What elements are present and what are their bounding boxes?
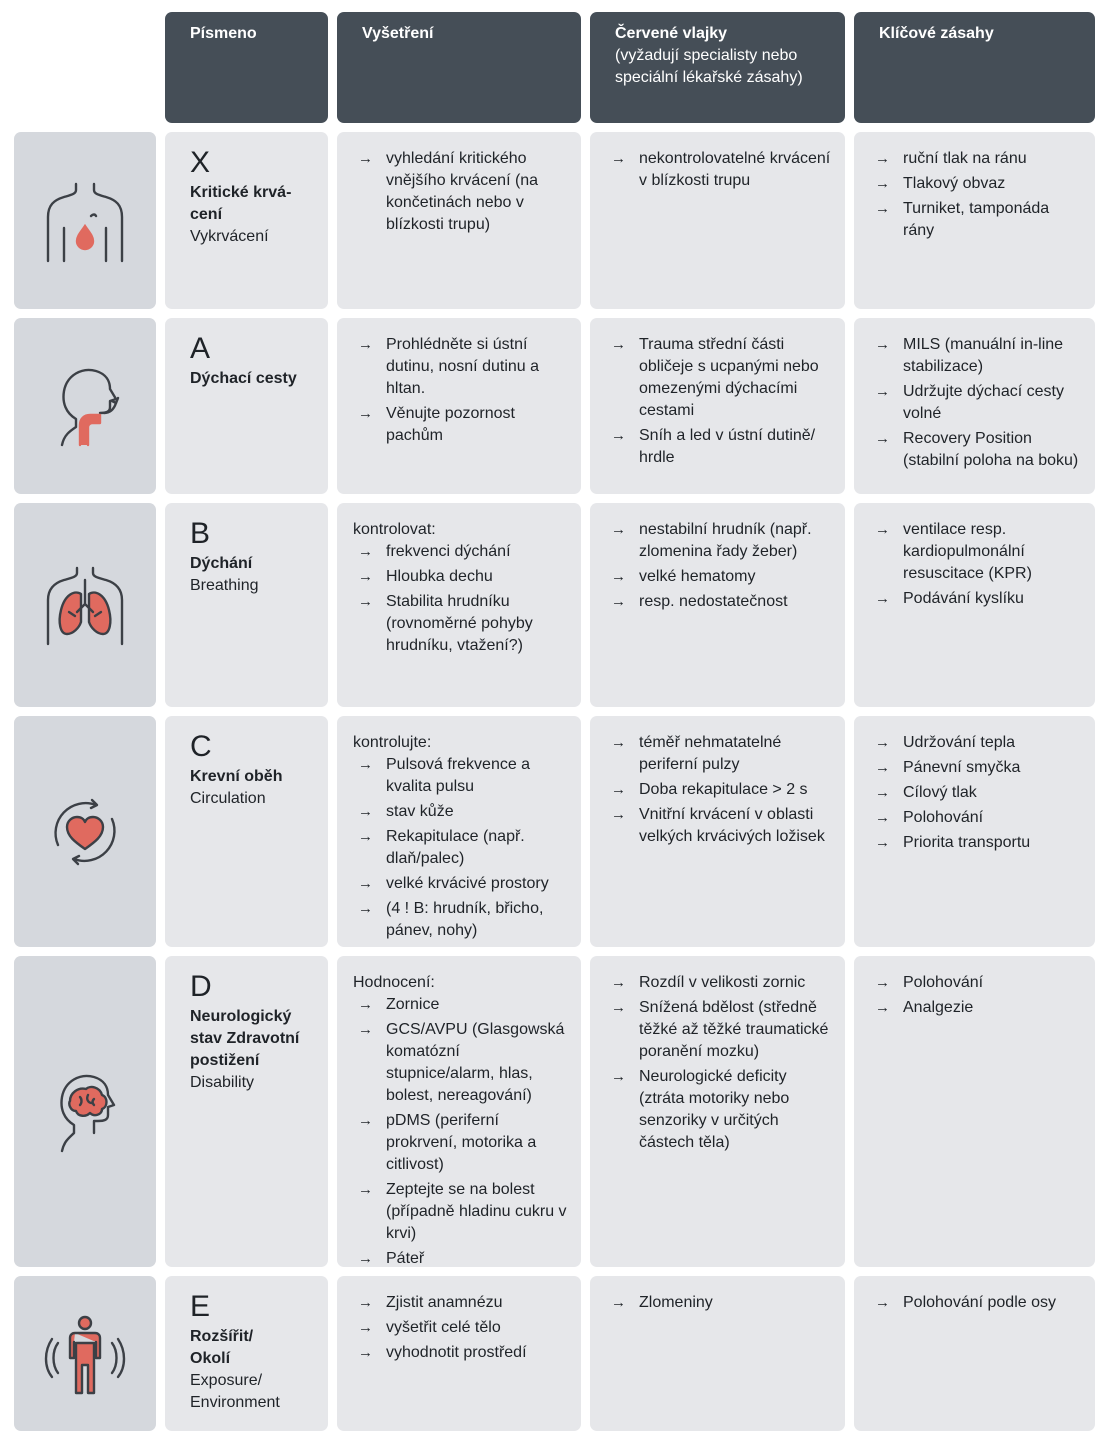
exam-intro: kontrolovat:	[353, 521, 436, 538]
row-a-letter-cell	[165, 318, 328, 494]
list-item: → (4 ! B: hrudník, břicho, pánev, nohy)	[358, 900, 544, 939]
row-subname: Circulation	[190, 790, 266, 807]
arrow-icon: →	[611, 781, 626, 798]
row-e-icon-cell	[14, 1276, 156, 1431]
row-c-flags	[590, 716, 845, 947]
abcde-table	[14, 12, 1095, 1431]
list-item: → Podávání kyslíku	[870, 588, 1083, 610]
list-item: → Sníh a led v ústní dutině/ hrdle	[611, 427, 816, 466]
list-item: → Snížená bdělost (středně těžké až těžké traumatické poranění mozku)	[611, 999, 829, 1060]
arrow-icon: →	[358, 336, 373, 353]
arrow-icon: →	[875, 590, 890, 607]
row-d-exam	[337, 956, 581, 1267]
list-item: → Turniket, tamponáda rány	[875, 200, 1050, 239]
row-d-letter-cell	[165, 956, 328, 1267]
arrow-icon: →	[358, 803, 373, 820]
list-item: → Pánevní smyčka	[870, 757, 1083, 779]
list-item: → Analgezie	[870, 997, 1083, 1019]
header-letter	[165, 12, 328, 123]
body-exposure-icon	[40, 1309, 130, 1399]
row-e-exam	[337, 1276, 581, 1431]
row-a-actions	[854, 318, 1095, 494]
arrow-icon: →	[358, 543, 373, 560]
list-item: → nekontrolovatelné krvácení v blízkosti trupu	[611, 150, 831, 189]
row-c-letter-cell	[165, 716, 328, 947]
arrow-icon: →	[611, 734, 626, 751]
row-d-actions	[854, 956, 1095, 1267]
list-item: → vyhledání kritického vnějšího krvácení (na končetinách nebo v blízkosti trupu)	[358, 150, 539, 233]
row-b-letter-cell	[165, 503, 328, 707]
row-x-flags	[590, 132, 845, 309]
arrow-icon: →	[875, 521, 890, 538]
arrow-icon: →	[611, 593, 626, 610]
row-c-icon-cell	[14, 716, 156, 947]
row-a-icon-cell	[14, 318, 156, 494]
header-spacer	[14, 12, 156, 123]
row-a-flags	[590, 318, 845, 494]
list-item: → Polohování	[870, 807, 1083, 829]
list-item: → ruční tlak na ránu	[870, 148, 1083, 170]
list-item: → Priorita transportu	[870, 832, 1083, 854]
list-item: → Rekapitulace (např. dlaň/palec)	[358, 828, 525, 867]
row-x-letter-cell	[165, 132, 328, 309]
row-e-letter-cell	[165, 1276, 328, 1431]
row-c-actions	[854, 716, 1095, 947]
header-key-actions	[854, 12, 1095, 123]
header-red-flags-label: Červené vlajky	[615, 25, 728, 42]
list-item: → velké krvácivé prostory	[353, 873, 569, 895]
row-letter: X	[190, 146, 211, 179]
row-name: Kritické krvá-	[190, 184, 292, 201]
header-exam-label: Vyšetření	[362, 25, 434, 42]
list-item: → nestabilní hrudník (např. zlomenina řady žeber)	[611, 521, 812, 560]
arrow-icon: →	[611, 1068, 626, 1085]
header-key-actions-label: Klíčové zásahy	[879, 25, 994, 42]
list-item: → vyšetřit celé tělo	[353, 1317, 569, 1339]
list-item: → Doba rekapitulace > 2 s	[606, 779, 833, 801]
list-item: → Prohlédněte si ústní dutinu, nosní dutinu a hltan.	[358, 336, 540, 397]
arrow-icon: →	[875, 759, 890, 776]
arrow-icon: →	[875, 336, 890, 353]
arrow-icon: →	[358, 568, 373, 585]
arrow-icon: →	[875, 974, 890, 991]
row-letter: E	[190, 1290, 211, 1323]
torso-bleeding-icon	[40, 176, 130, 266]
row-c-exam	[337, 716, 581, 947]
arrow-icon: →	[611, 999, 626, 1016]
list-item: → Zlomeniny	[606, 1292, 833, 1314]
list-item: → Stabilita hrudníku (rovnoměrné pohyby hrudníku, vtažení?)	[358, 593, 533, 654]
list-item: → Udržování tepla	[870, 732, 1083, 754]
list-item: → GCS/AVPU (Glasgowská komatózní stupnice/alarm, hlas, bolest, nereagování)	[358, 1021, 565, 1104]
row-letter: C	[190, 730, 212, 763]
list-item: → Udržujte dýchací cesty volné	[875, 383, 1064, 422]
arrow-icon: →	[611, 336, 626, 353]
row-e-flags	[590, 1276, 845, 1431]
arrow-icon: →	[875, 150, 890, 167]
airway-head-icon	[40, 361, 130, 451]
list-item: → pDMS (periferní prokrvení, motorika a citlivost)	[358, 1112, 537, 1173]
list-item: → resp. nedostatečnost	[606, 591, 833, 613]
list-item: → Polohování podle osy	[870, 1292, 1083, 1314]
arrow-icon: →	[875, 1294, 890, 1311]
row-e-actions	[854, 1276, 1095, 1431]
list-item: → ventilace resp. kardiopulmonální resuscitace (KPR)	[875, 521, 1032, 582]
row-b-actions	[854, 503, 1095, 707]
row-name: Rozšířit/ Okolí	[190, 1328, 254, 1367]
row-d-icon-cell	[14, 956, 156, 1267]
list-item: → Zornice	[353, 994, 569, 1016]
arrow-icon: →	[358, 828, 373, 845]
arrow-icon: →	[875, 784, 890, 801]
arrow-icon: →	[875, 734, 890, 751]
arrow-icon: →	[358, 1021, 373, 1038]
arrow-icon: →	[611, 974, 626, 991]
arrow-icon: →	[358, 875, 373, 892]
row-name: Neurologický stav Zdravotní postižení	[190, 1008, 300, 1069]
header-exam	[337, 12, 581, 123]
arrow-icon: →	[875, 200, 890, 217]
arrow-icon: →	[875, 430, 890, 447]
list-item: → Tlakový obvaz	[870, 173, 1083, 195]
exam-intro: kontrolujte:	[353, 734, 432, 751]
arrow-icon: →	[358, 1344, 373, 1361]
arrow-icon: →	[875, 383, 890, 400]
header-letter-label: Písmeno	[190, 25, 257, 42]
row-name-cont: cení	[190, 206, 223, 223]
arrow-icon: →	[611, 568, 626, 585]
row-subname: Vykrvácení	[190, 228, 269, 245]
heart-circulation-icon	[40, 787, 130, 877]
header-red-flags	[590, 12, 845, 123]
row-letter: A	[190, 332, 211, 365]
arrow-icon: →	[358, 756, 373, 773]
row-d-flags	[590, 956, 845, 1267]
arrow-icon: →	[358, 900, 373, 917]
row-subname: Disability	[190, 1074, 255, 1091]
arrow-icon: →	[611, 1294, 626, 1311]
row-name: Krevní oběh	[190, 768, 283, 785]
arrow-icon: →	[358, 150, 373, 167]
list-item: → velké hematomy	[606, 566, 833, 588]
brain-head-icon	[40, 1067, 130, 1157]
lungs-icon	[40, 560, 130, 650]
list-item: → Věnujte pozornost pachům	[358, 405, 515, 444]
arrow-icon: →	[358, 1319, 373, 1336]
arrow-icon: →	[611, 427, 626, 444]
row-x-exam	[337, 132, 581, 309]
arrow-icon: →	[358, 996, 373, 1013]
row-b-exam	[337, 503, 581, 707]
list-item: → Cílový tlak	[870, 782, 1083, 804]
row-letter: D	[190, 970, 212, 1003]
list-item: → Zjistit anamnézu	[353, 1292, 569, 1314]
exam-intro: Hodnocení:	[353, 974, 435, 991]
list-item: → Vnitřní krvácení v oblasti velkých krvácivých ložisek	[611, 806, 825, 845]
list-item: → MILS (manuální in-line stabilizace)	[875, 336, 1064, 375]
list-item: → frekvenci dýchání	[353, 541, 569, 563]
list-item: → vyhodnotit prostředí	[353, 1342, 569, 1364]
list-item: → Páteř	[353, 1248, 569, 1270]
row-b-icon-cell	[14, 503, 156, 707]
row-x-actions	[854, 132, 1095, 309]
row-subname: Breathing	[190, 577, 259, 594]
list-item: → téměř nehmatatelné periferní pulzy	[611, 734, 782, 773]
row-letter: B	[190, 517, 211, 550]
list-item: → Pulsová frekvence a kvalita pulsu	[358, 756, 531, 795]
row-x-icon-cell	[14, 132, 156, 309]
list-item: → Hloubka dechu	[353, 566, 569, 588]
arrow-icon: →	[875, 809, 890, 826]
row-a-exam	[337, 318, 581, 494]
arrow-icon: →	[875, 175, 890, 192]
arrow-icon: →	[358, 1181, 373, 1198]
arrow-icon: →	[875, 999, 890, 1016]
arrow-icon: →	[611, 521, 626, 538]
list-item: → Polohování	[870, 972, 1083, 994]
row-subname: Exposure/ Environment	[190, 1372, 280, 1411]
arrow-icon: →	[875, 834, 890, 851]
arrow-icon: →	[358, 1294, 373, 1311]
list-item: → Trauma střední části obličeje s ucpanými nebo omezenými dýchacími cestami	[611, 336, 819, 419]
arrow-icon: →	[358, 593, 373, 610]
arrow-icon: →	[358, 405, 373, 422]
arrow-icon: →	[358, 1112, 373, 1129]
row-name: Dýchání	[190, 555, 253, 572]
list-item: → Recovery Position (stabilní poloha na boku)	[875, 430, 1079, 469]
arrow-icon: →	[358, 1250, 373, 1267]
row-name: Dýchací cesty	[190, 370, 297, 387]
list-item: → Rozdíl v velikosti zornic	[606, 972, 833, 994]
arrow-icon: →	[611, 150, 626, 167]
list-item: → stav kůže	[353, 801, 569, 823]
list-item: → Zeptejte se na bolest (případně hladinu cukru v krvi)	[358, 1181, 567, 1242]
arrow-icon: →	[611, 806, 626, 823]
header-red-flags-sub: (vyžadují specialisty nebo speciální lékařské zásahy)	[615, 47, 803, 86]
list-item: → Neurologické deficity (ztráta motoriky nebo senzoriky v určitých částech těla)	[611, 1068, 790, 1151]
row-b-flags	[590, 503, 845, 707]
